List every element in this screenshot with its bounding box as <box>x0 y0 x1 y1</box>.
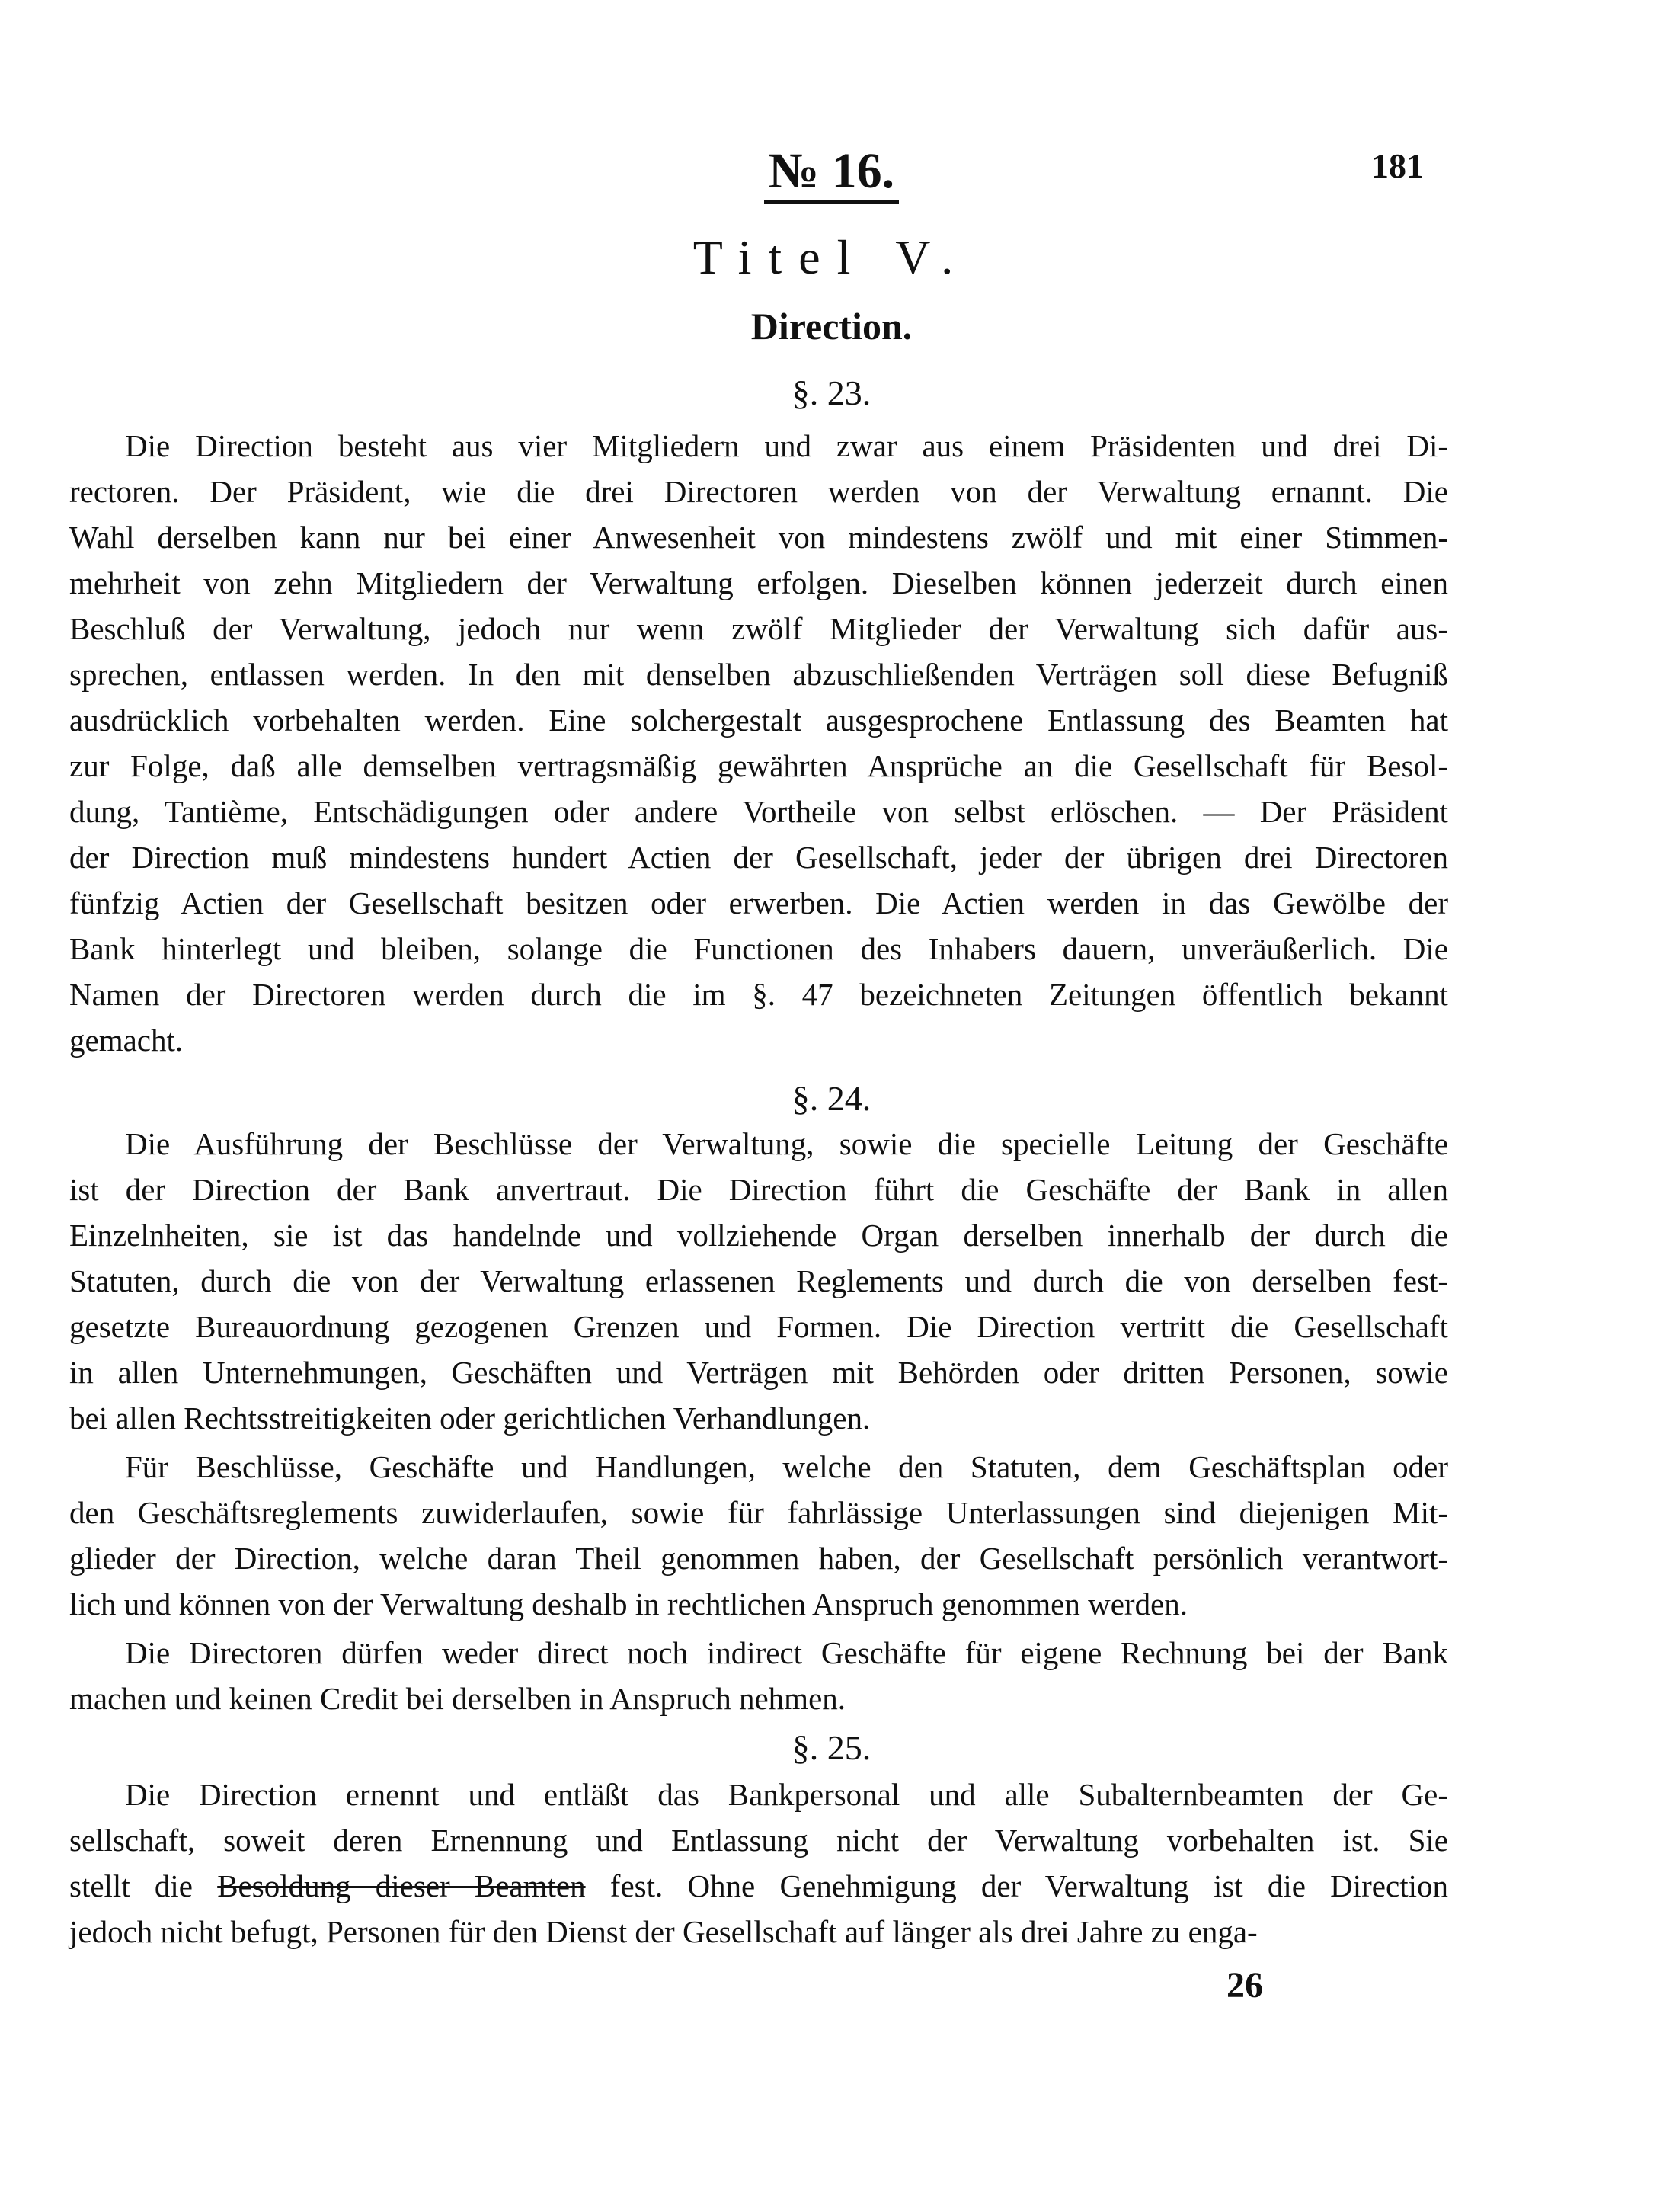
section-heading: §. 25. <box>792 1728 871 1767</box>
text-segment: Die Direction ernennt und entläßt das Bankpersonal und alle Subalternbeamten der Ge- <box>125 1777 1448 1812</box>
text-segment: Bank hinterlegt und bleiben, solange die Functionen des Inhabers dauern, unveräußerlich. Die <box>69 931 1448 966</box>
text-segment: Namen der Directoren werden durch die im §. 47 bezeichneten Zeitungen öffentlich bekannt <box>69 977 1448 1012</box>
text-segment: stellt die <box>69 1868 218 1903</box>
text-segment: Statuten, durch die von der Verwaltung erlassenen Reglements und durch die von derselben fest- <box>69 1263 1448 1298</box>
text-segment: jedoch nicht befugt, Personen für den Dienst der Gesellschaft auf länger als drei Jahre zu enga- <box>69 1914 1258 1949</box>
text-line <box>69 747 1448 785</box>
text-line <box>125 1125 1448 1163</box>
text-line <box>69 610 1448 648</box>
text-segment: Beschluß der Verwaltung, jedoch nur wenn zwölf Mitglieder der Verwaltung sich dafür aus- <box>69 611 1448 646</box>
signature-mark: 26 <box>1226 1965 1263 2006</box>
text-line <box>69 472 1448 511</box>
text-segment: in allen Unternehmungen, Geschäften und Verträgen mit Behörden oder dritten Personen, sowie <box>69 1355 1448 1390</box>
text-segment: gesetzte Bureauordnung gezogenen Grenzen und Formen. Die Direction vertritt die Gesellschaft <box>69 1309 1448 1344</box>
text-segment: Die Direction besteht aus vier Mitgliedern und zwar aus einem Präsidenten und drei Di- <box>125 428 1448 463</box>
text-segment: der Direction muß mindestens hundert Actien der Gesellschaft, jeder der übrigen drei Directoren <box>69 840 1448 875</box>
text-segment: glieder der Direction, welche daran Theil genommen haben, der Gesellschaft persönlich verantwort- <box>69 1541 1448 1576</box>
text-line <box>69 1021 1448 1059</box>
text-segment: ausdrücklich vorbehalten werden. Eine solchergestalt ausgesprochene Entlassung des Beamten hat <box>69 703 1448 738</box>
text-line <box>69 701 1448 739</box>
text-line <box>125 1775 1448 1813</box>
text-line <box>69 792 1448 831</box>
text-segment: bei allen Rechtsstreitigkeiten oder gerichtlichen Verhandlungen. <box>69 1401 871 1436</box>
text-line <box>69 518 1448 556</box>
text-line <box>69 655 1448 693</box>
text-line <box>69 1913 1448 1951</box>
text-segment: den Geschäftsreglements zuwiderlaufen, sowie für fahrlässige Unterlassungen sind diejenigen Mit- <box>69 1495 1448 1530</box>
text-segment: dung, Tantième, Entschädigungen oder andere Vortheile von selbst erlöschen. — Der Präsident <box>69 794 1448 829</box>
text-line <box>69 930 1448 968</box>
text-line <box>125 427 1448 465</box>
section-heading: §. 23. <box>792 373 871 412</box>
chapter-subtitle: Direction. <box>750 305 913 347</box>
text-line <box>69 1262 1448 1300</box>
text-segment: Wahl derselben kann nur bei einer Anwesenheit von mindestens zwölf und mit einer Stimmen- <box>69 520 1448 555</box>
text-segment: Die Ausführung der Beschlüsse der Verwaltung, sowie die specielle Leitung der Geschäfte <box>125 1126 1448 1161</box>
text-line <box>69 1399 1448 1437</box>
text-segment: Für Beschlüsse, Geschäfte und Handlungen, welche den Statuten, dem Geschäftsplan oder <box>125 1449 1448 1484</box>
text-line <box>69 1679 1448 1717</box>
text-segment: fest. Ohne Genehmigung der Verwaltung ist die Direction <box>585 1868 1448 1903</box>
page-number: 181 <box>1371 146 1424 185</box>
text-line <box>69 1821 1448 1859</box>
text-line <box>125 1634 1448 1672</box>
text-segment: fünfzig Actien der Gesellschaft besitzen oder erwerben. Die Actien werden in das Gewölbe der <box>69 885 1448 920</box>
text-line <box>69 1539 1448 1577</box>
text-segment: Einzelnheiten, sie ist das handelnde und vollziehende Organ derselben innerhalb der durch die <box>69 1218 1448 1253</box>
text-line <box>69 1353 1448 1391</box>
text-segment: Die Directoren dürfen weder direct noch indirect Geschäfte für eigene Rechnung bei der Bank <box>125 1635 1448 1670</box>
text-segment: ist der Direction der Bank anvertraut. Die Direction führt die Geschäfte der Bank in allen <box>69 1172 1448 1207</box>
text-line <box>69 1585 1448 1623</box>
text-line <box>69 1170 1448 1208</box>
bulletin-number-label: № 16. <box>764 143 899 204</box>
text-segment: machen und keinen Credit bei derselben in Anspruch nehmen. <box>69 1681 846 1716</box>
text-line <box>69 1308 1448 1346</box>
text-segment: sprechen, entlassen werden. In den mit denselben abzuschließenden Verträgen soll diese Befugniß <box>69 657 1448 692</box>
text-segment: gemacht. <box>69 1023 184 1058</box>
text-segment: zur Folge, daß alle demselben vertragsmäßig gewährten Ansprüche an die Gesellschaft für Besol- <box>69 748 1448 783</box>
text-line <box>125 1448 1448 1486</box>
text-segment: rectoren. Der Präsident, wie die drei Directoren werden von der Verwaltung ernannt. Die <box>69 474 1448 509</box>
text-line <box>69 884 1448 922</box>
struck-text: Besoldung dieser Beamten <box>217 1868 586 1903</box>
text-line <box>69 975 1448 1013</box>
text-line <box>69 838 1448 876</box>
text-line <box>69 1867 1448 1905</box>
text-line <box>69 1493 1448 1532</box>
text-line <box>69 564 1448 602</box>
text-segment: lich und können von der Verwaltung deshalb in rechtlichen Anspruch genommen werden. <box>69 1586 1188 1621</box>
text-segment: sellschaft, soweit deren Ernennung und Entlassung nicht der Verwaltung vorbehalten ist. Sie <box>69 1823 1448 1858</box>
chapter-title: Titel V. <box>692 230 971 284</box>
text-segment: mehrheit von zehn Mitgliedern der Verwaltung erfolgen. Dieselben können jederzeit durch einen <box>69 565 1448 600</box>
section-heading: §. 24. <box>792 1079 871 1118</box>
text-line <box>69 1216 1448 1254</box>
